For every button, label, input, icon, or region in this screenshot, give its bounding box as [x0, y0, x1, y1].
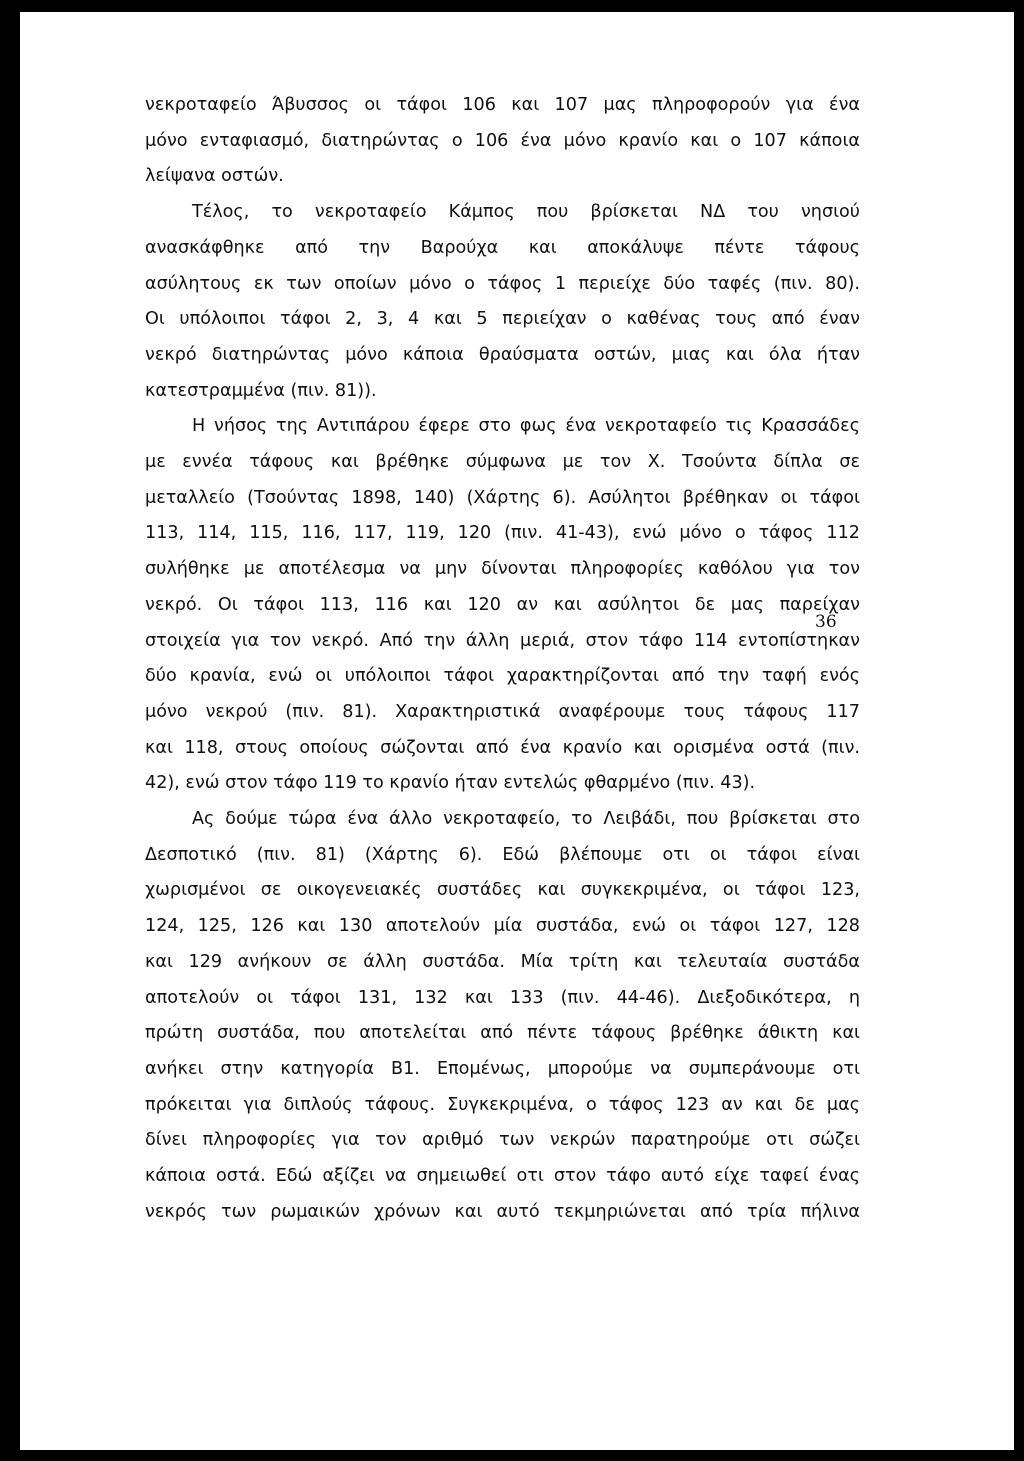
- text-line: Η νήσος της Αντιπάρου έφερε στο φως ένα νεκροταφείο τις Κρασσάδες: [192, 416, 860, 437]
- text-line: Ας δούμε τώρα ένα άλλο νεκροταφείο, το Λειβάδι, που βρίσκεται στο: [192, 809, 860, 830]
- text-line: δύο κρανία, ενώ οι υπόλοιποι τάφοι χαρακτηρίζονται από την ταφή ενός: [145, 666, 860, 687]
- text-line: 42), ενώ στον τάφο 119 το κρανίο ήταν εντελώς φθαρμένο (πιν. 43).: [145, 773, 756, 794]
- text-line: λείψανα οστών.: [145, 166, 284, 187]
- text-line: πρόκειται για διπλούς τάφους. Συγκεκριμένα, ο τάφος 123 αν και δε μας: [145, 1094, 860, 1115]
- text-line: Οι υπόλοιποι τάφοι 2, 3, 4 και 5 περιείχαν ο καθένας τους από έναν: [145, 309, 860, 330]
- text-line: πρώτη συστάδα, που αποτελείται από πέντε τάφους βρέθηκε άθικτη και: [145, 1023, 860, 1044]
- text-line: μεταλλείο (Τσούντας 1898, 140) (Χάρτης 6). Ασύλητοι βρέθηκαν οι τάφοι: [145, 487, 860, 508]
- document-page: [20, 12, 1014, 1450]
- text-line: ασύλητους εκ των οποίων μόνο ο τάφος 1 περιείχε δύο ταφές (πιν. 80).: [145, 273, 860, 294]
- text-line: νεκρός των ρωμαικών χρόνων και αυτό τεκμηριώνεται από τρία πήλινα: [145, 1201, 860, 1222]
- text-line: νεκρό. Οι τάφοι 113, 116 και 120 αν και ασύλητοι δε μας παρείχαν: [145, 594, 860, 615]
- text-line: 124, 125, 126 και 130 αποτελούν μία συστάδα, ενώ οι τάφοι 127, 128: [145, 916, 860, 937]
- body-text: [145, 88, 860, 1231]
- text-line: ανασκάφθηκε από την Βαρούχα και αποκάλυψε πέντε τάφους: [145, 237, 860, 258]
- text-line: δίνει πληροφορίες για τον αριθμό των νεκρών παρατηρούμε οτι σώζει: [145, 1130, 860, 1151]
- page-number: 36: [815, 612, 837, 632]
- text-line: και 118, στους οποίους σώζονται από ένα κρανίο και ορισμένα οστά (πιν.: [145, 737, 860, 758]
- text-line: και 129 ανήκουν σε άλλη συστάδα. Μία τρίτη και τελευταία συστάδα: [145, 951, 860, 972]
- text-line: ανήκει στην κατηγορία Β1. Επομένως, μπορούμε να συμπεράνουμε οτι: [145, 1058, 860, 1079]
- text-line: Τέλος, το νεκροταφείο Κάμπος που βρίσκεται ΝΔ του νησιού: [192, 202, 860, 223]
- text-line: συλήθηκε με αποτέλεσμα να μην δίνονται πληροφορίες καθόλου για τον: [145, 559, 860, 580]
- text-line: με εννέα τάφους και βρέθηκε σύμφωνα με τον Χ. Τσούντα δίπλα σε: [145, 452, 860, 473]
- text-line: μόνο ενταφιασμό, διατηρώντας ο 106 ένα μόνο κρανίο και ο 107 κάποια: [145, 130, 860, 151]
- text-line: Δεσποτικό (πιν. 81) (Χάρτης 6). Εδώ βλέπουμε οτι οι τάφοι είναι: [145, 844, 860, 865]
- text-line: κατεστραμμένα (πιν. 81)).: [145, 380, 377, 401]
- text-line: στοιχεία για τον νεκρό. Από την άλλη μεριά, στον τάφο 114 εντοπίστηκαν: [145, 630, 860, 651]
- text-line: κάποια οστά. Εδώ αξίζει να σημειωθεί οτι στον τάφο αυτό είχε ταφεί ένας: [145, 1166, 860, 1187]
- text-line: νεκρό διατηρώντας μόνο κάποια θραύσματα οστών, μιας και όλα ήταν: [145, 344, 860, 365]
- text-line: νεκροταφείο Άβυσσος οι τάφοι 106 και 107 μας πληροφορούν για ένα: [145, 95, 860, 115]
- text-line: 113, 114, 115, 116, 117, 119, 120 (πιν. 41-43), ενώ μόνο ο τάφος 112: [145, 523, 860, 544]
- text-line: μόνο νεκρού (πιν. 81). Χαρακτηριστικά αναφέρουμε τους τάφους 117: [145, 701, 860, 722]
- text-line: χωρισμένοι σε οικογενειακές συστάδες και συγκεκριμένα, οι τάφοι 123,: [145, 880, 860, 901]
- text-line: αποτελούν οι τάφοι 131, 132 και 133 (πιν. 44-46). Διεξοδικότερα, η: [145, 987, 860, 1008]
